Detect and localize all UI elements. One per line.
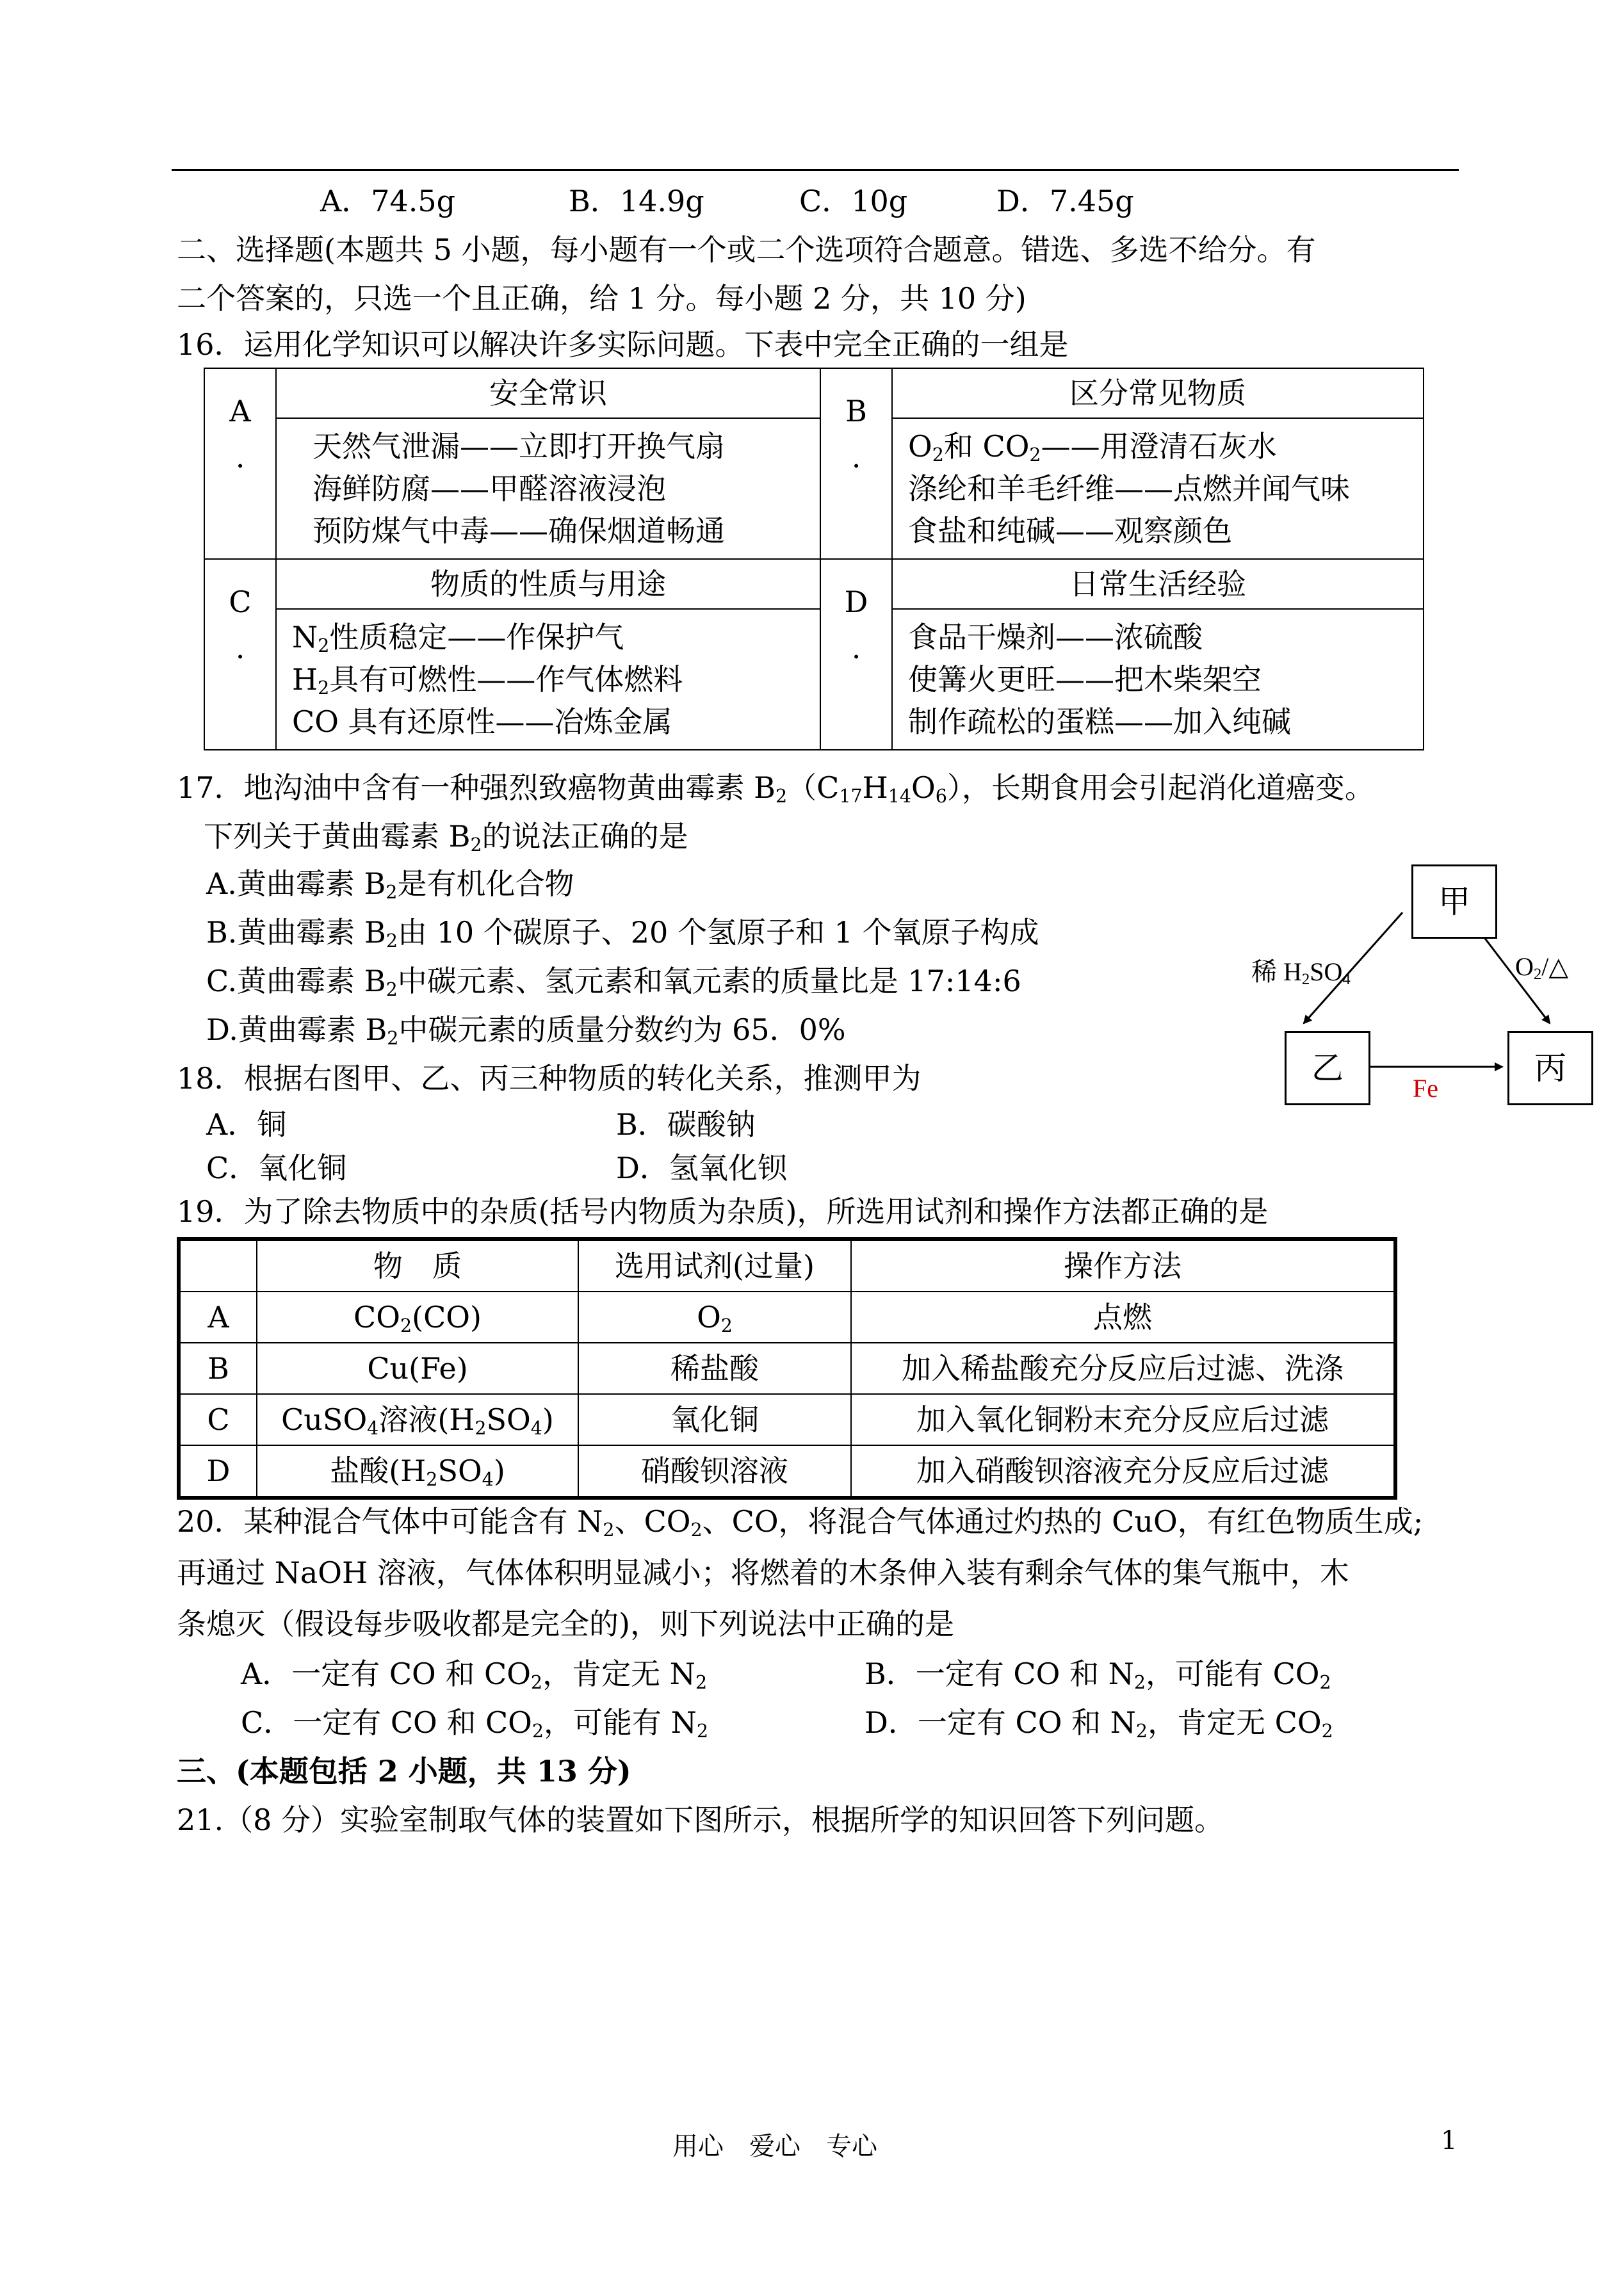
q20-line1: 20．某种混合气体中可能含有 $N_2$、$CO_2$、CO，将混合气体通过灼热的 CuO，有红色物质生成;: [177, 1504, 1424, 1541]
q17-option-a: A.黄曲霉素 $B_2$是有机化合物: [206, 866, 574, 904]
box-jia: 甲: [1411, 864, 1497, 939]
q15-option-c: C．10g: [799, 184, 908, 218]
label-dilute-h2so4: 稀 $H_2SO_4$: [1251, 957, 1351, 989]
q20-line3: 条熄灭（假设每步吸收都是完全的)，则下列说法中正确的是: [177, 1607, 954, 1641]
q16-table: [204, 368, 1424, 750]
q16-d-items: [892, 609, 1424, 750]
q16-a-item-2: 海鲜防腐——甲醛溶液浸泡: [313, 471, 666, 506]
q20-option-d: D．一定有 CO 和 $N_2$，肯定无 $CO_2$: [865, 1705, 1333, 1742]
q16-c-item-1: $N_2$性质稳定——作保护气: [292, 620, 624, 657]
q16-c-item-2: $H_2$具有可燃性——作气体燃料: [292, 662, 683, 699]
q19-row-b-substance: Cu(Fe): [257, 1343, 578, 1394]
q19-row-a-substance: $CO_2(CO)$: [257, 1292, 578, 1343]
q18-stem: 18．根据右图甲、乙、丙三种物质的转化关系，推测甲为: [177, 1061, 922, 1096]
q19-header-substance: 物 质: [257, 1239, 578, 1292]
q19-header-row: [179, 1239, 1395, 1292]
label-o2-heat: $O_2/\triangle$: [1515, 952, 1569, 984]
q18-option-d: D．氢氧化钡: [616, 1151, 787, 1185]
q16-a-title: 安全常识: [276, 368, 820, 418]
q16-d-item-2: 使篝火更旺——把木柴架空: [908, 662, 1262, 697]
q16-c-item-3: CO 具有还原性——冶炼金属: [292, 704, 672, 739]
q16-d-label: D .: [820, 559, 892, 750]
q15-option-a: A．74.5g: [320, 184, 456, 218]
q20-option-b: B．一定有 CO 和 $N_2$，可能有 $CO_2$: [865, 1657, 1331, 1694]
section2-line1: 二、选择题(本题共 5 小题，每小题有一个或二个选项符合题意。错选、多选不给分。有: [177, 232, 1316, 267]
q16-b-item-2: 涤纶和羊毛纤维——点燃并闻气味: [908, 471, 1350, 506]
q15-option-d: D．7.45g: [996, 184, 1134, 218]
q16-d-item-3: 制作疏松的蛋糕——加入纯碱: [908, 704, 1291, 739]
q17-option-c: C.黄曲霉素 $B_2$中碳元素、氢元素和氧元素的质量比是 17:14:6: [206, 964, 1021, 1001]
q19-row-a-method: 点燃: [851, 1292, 1395, 1343]
q17-option-b: B.黄曲霉素 $B_2$由 10 个碳原子、20 个氢原子和 1 个氧原子构成: [206, 915, 1039, 952]
q19-table: [177, 1237, 1397, 1500]
q19-row-b-reagent: 稀盐酸: [578, 1343, 851, 1394]
footer-motto: 用心 爱心 专心: [672, 2132, 877, 2161]
q16-a-item-3: 预防煤气中毒——确保烟道畅通: [313, 514, 725, 548]
section3-heading: 三、(本题包括 2 小题，共 13 分): [177, 1754, 631, 1788]
q16-c-label: C .: [204, 559, 276, 750]
q19-row-b: [179, 1343, 1395, 1394]
q19-row-c-method: 加入氧化铜粉末充分反应后过滤: [851, 1394, 1395, 1445]
header-rule: [172, 169, 1459, 171]
q19-row-a-id: A: [179, 1292, 257, 1343]
label-fe: Fe: [1413, 1074, 1438, 1103]
q15-option-b: B．14.9g: [569, 184, 704, 218]
q16-a-items: [276, 418, 820, 559]
q19-row-d-id: D: [179, 1445, 257, 1498]
q16-c-title: 物质的性质与用途: [276, 559, 820, 609]
q16-d-item-1: 食品干燥剂——浓硫酸: [908, 620, 1203, 654]
q16-b-item-3: 食盐和纯碱——观察颜色: [908, 514, 1232, 548]
q16-d-title: 日常生活经验: [892, 559, 1424, 609]
q19-row-d-method: 加入硝酸钡溶液充分反应后过滤: [851, 1445, 1395, 1498]
q19-header-blank: [179, 1239, 257, 1292]
q16-c-items: [276, 609, 820, 750]
q20-line2: 再通过 NaOH 溶液，气体体积明显减小；将燃着的木条伸入装有剩余气体的集气瓶中，木: [177, 1555, 1349, 1590]
q16-stem: 16．运用化学知识可以解决许多实际问题。下表中完全正确的一组是: [177, 327, 1069, 362]
q19-row-d-reagent: 硝酸钡溶液: [578, 1445, 851, 1498]
q16-b-title: 区分常见物质: [892, 368, 1424, 418]
q19-row-a-reagent: $O_2$: [578, 1292, 851, 1343]
q17-option-d: D.黄曲霉素 $B_2$中碳元素的质量分数约为 65．0%: [206, 1012, 846, 1050]
q19-row-d-substance: 盐酸$(H_2SO_4)$: [257, 1445, 578, 1498]
q16-a-label: A .: [204, 368, 276, 559]
q19-row-c-id: C: [179, 1394, 257, 1445]
footer-page-number: 1: [1441, 2126, 1458, 2155]
q17-stem: 17．地沟油中含有一种强烈致癌物黄曲霉素 $B_2(C_{17}H_{14}O_6)$，长期食用会引起消化道癌变。: [177, 770, 1374, 807]
q21-stem: 21.（8 分）实验室制取气体的装置如下图所示，根据所学的知识回答下列问题。: [177, 1803, 1224, 1837]
q16-b-items: [892, 418, 1424, 559]
transformation-diagram: [1249, 845, 1607, 1114]
q18-option-a: A．铜: [206, 1107, 287, 1142]
q19-row-c: [179, 1394, 1395, 1445]
q19-header-method: 操作方法: [851, 1239, 1395, 1292]
q19-header-reagent: 选用试剂(过量): [578, 1239, 851, 1292]
q19-stem: 19．为了除去物质中的杂质(括号内物质为杂质)，所选用试剂和操作方法都正确的是: [177, 1194, 1269, 1229]
q16-b-label: B .: [820, 368, 892, 559]
q19-row-c-substance: CuSO$_4$溶液$(H_2SO_4)$: [257, 1394, 578, 1445]
q20-option-a: A．一定有 CO 和 $CO_2$，肯定无 $N_2$: [241, 1657, 708, 1694]
q20-option-c: C．一定有 CO 和 $CO_2$，可能有 $N_2$: [241, 1705, 709, 1742]
q19-row-b-method: 加入稀盐酸充分反应后过滤、洗涤: [851, 1343, 1395, 1394]
box-bing: 丙: [1507, 1031, 1593, 1105]
q19-row-c-reagent: 氧化铜: [578, 1394, 851, 1445]
q16-b-item-1: $O_2$和 $CO_2——$用澄清石灰水: [908, 429, 1277, 466]
box-yi: 乙: [1285, 1031, 1370, 1105]
q18-option-c: C．氧化铜: [206, 1151, 347, 1185]
section2-line2: 二个答案的，只选一个且正确，给 1 分。每小题 2 分，共 10 分): [177, 281, 1027, 316]
q19-row-d: [179, 1445, 1395, 1498]
q17-line2: 下列关于黄曲霉素 $B_2$的说法正确的是: [204, 819, 688, 856]
q19-row-a: [179, 1292, 1395, 1343]
q19-row-b-id: B: [179, 1343, 257, 1394]
q16-a-item-1: 天然气泄漏——立即打开换气扇: [313, 429, 725, 464]
q18-option-b: B．碳酸钠: [616, 1107, 756, 1142]
